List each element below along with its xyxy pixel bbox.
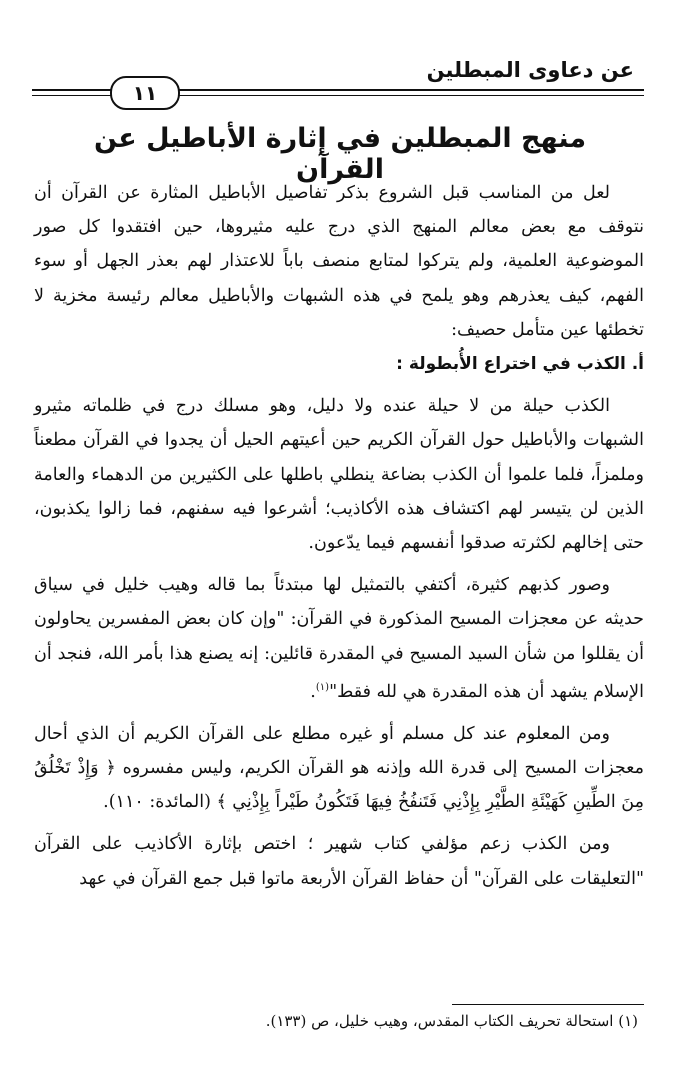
paragraph-lying: الكذب حيلة من لا حيلة عنده ولا دليل، وهو مسلك درج في ظلماته مثيرو الشبهات والأباطيل حول القرآن الكريم حين أعيتهم الحيل أن يجدوا في القرآن مطعناً وملمزاً، فلما علموا أن الكذب بضاعة ينطلي باطلها على الكثيرين من الدهماء والعامة الذين لن يتيسر لهم اكتشاف هذه الأكاذيب؛ أشرعوا فيه سفنهم، فما زالوا يكذبون، حتى إخالهم لكثرته صدقوا أنفسهم فيما يدّعون. [34, 396, 644, 554]
chapter-title: منهج المبطلين في إثارة الأباطيل عن القرآن [93, 123, 587, 185]
paragraph-commentary: ومن الكذب زعم مؤلفي كتاب شهير ؛ اختص بإثارة الأكاذيب على القرآن "التعليقات على القرآن" أن حفاظ القرآن الأربعة ماتوا قبل جمع القرآن في عهد [34, 834, 644, 889]
paragraph-intro: لعل من المناسب قبل الشروع بذكر تفاصيل الأباطيل المثارة عن القرآن أن نتوقف مع بعض معالم المنهج الذي درج عليه مثيروها، حين افتقدوا كل صور الموضوعية العلمية، ولم يتركوا لمتابع منصف باباً للاعتذار لهم بعذر الجهل أو سوء الفهم، كيف يعذرهم وهو يلمح في هذه الشبهات والأباطيل معالم رئيسة مخزية لا تخطئها عين متأمل حصيف: [34, 183, 644, 340]
paragraph-examples-end: . [310, 681, 316, 702]
paragraph-examples-text: وصور كذبهم كثيرة، أكتفي بالتمثيل لها مبتدئاً بما قاله وهيب خليل في سياق حديثه عن معجزات المسيح المذكورة في القرآن: "وإن كان بعض المفسرين يحاولون أن يقللوا من شأن السيد المسيح في المقدرة قائلين: إنه يصنع هذا بأمر الله، فنجد أن الإسلام يشهد أن هذه المقدرة هي لله فقط" [34, 575, 644, 702]
body-text [34, 176, 644, 896]
footnote-reference: (١) [315, 681, 330, 693]
footnote: (١) استحالة تحريف الكتاب المقدس، وهيب خليل، ص (١٣٣). [265, 1012, 638, 1030]
section-heading: أ. الكذب في اختراع الأُبطولة : [396, 354, 644, 375]
paragraph-examples [34, 568, 644, 709]
page-number: ١١ [110, 76, 180, 110]
footnote-divider [452, 1004, 644, 1005]
paragraph-miracles [34, 717, 644, 820]
verse-reference: (المائدة: ١١٠). [103, 792, 211, 813]
quran-verse: ﴿ وَإِذْ تَخْلُقُ مِنَ الطِّينِ كَهَيْئَةِ الطَّيْرِ بِإِذْنِي فَتَنفُخُ فِيهَا فَتَكُونُ طَيْراً بِإِذْنِي ﴾ [34, 758, 644, 813]
running-title: عن دعاوى المبطلين [426, 58, 634, 82]
paragraph-miracles-text: ومن المعلوم عند كل مسلم أو غيره مطلع على القرآن الكريم أن الذي أحال معجزات المسيح إلى قدرة الله وإذنه هو القرآن الكريم، وليس مفسروه [34, 723, 644, 779]
